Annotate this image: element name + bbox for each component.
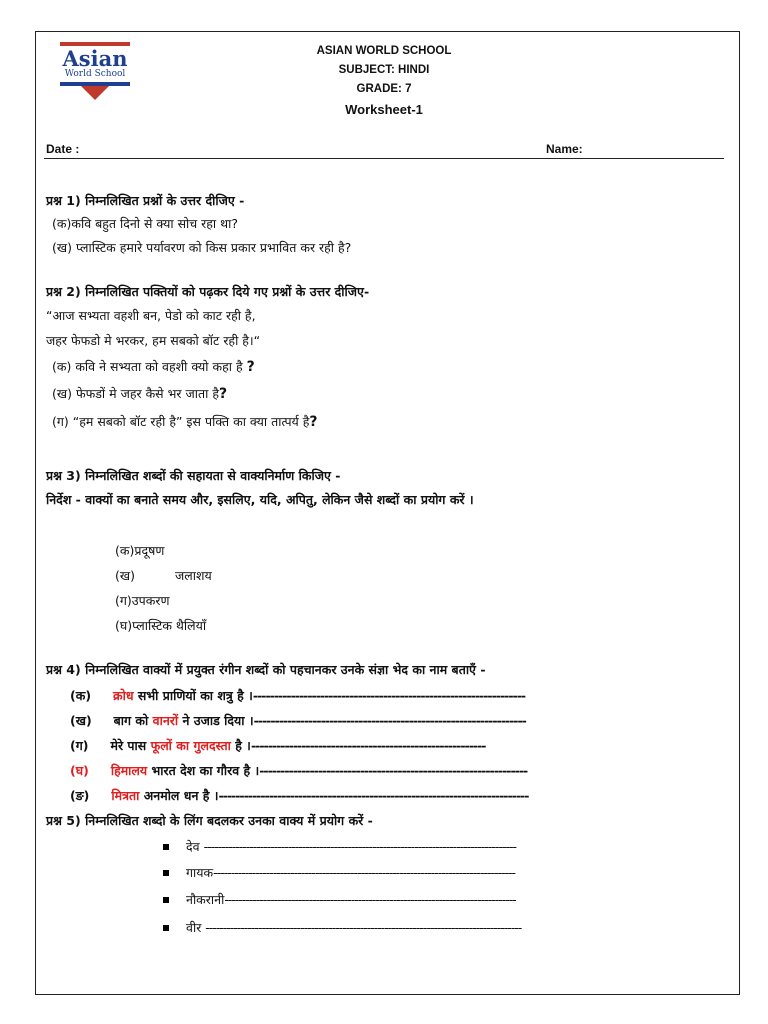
- q5-item-1: देव -----------------------------------------------------------------------------------------: [186, 839, 516, 854]
- q2-item-b: (ख) फेफडों मे जहर कैसे भर जाता है?: [52, 386, 228, 402]
- q1-title: प्रश्न 1) निम्नलिखित प्रश्नों के उत्तर दीजिए -: [46, 193, 245, 208]
- q5-item-4: वीर ------------------------------------------------------------------------------------------: [186, 920, 522, 935]
- q2-item-c: (ग) “हम सबको बॉट रही है” इस पक्ति का क्या तात्पर्य है?: [52, 414, 318, 430]
- bullet-icon: [163, 897, 169, 903]
- q1-item-b: (ख) प्लास्टिक हमारे पर्यावरण को किस प्रकार प्रभावित कर रही है?: [52, 240, 352, 255]
- q3-item-c: (ग)उपकरण: [115, 593, 170, 608]
- q4-title: प्रश्न 4) निम्नलिखित वाक्यों में प्रयुक्त रंगीन शब्दों को पहचानकर उनके संज्ञा भेद का नाम बताएँ -: [46, 662, 486, 677]
- q2-item-a: (क) कवि ने सभ्यता को वहशी क्यो कहा है ?: [52, 359, 255, 375]
- date-label: Date :: [46, 142, 80, 156]
- bullet-icon: [163, 925, 169, 931]
- subject-line: SUBJECT: HINDI: [338, 64, 430, 76]
- q4-item-a: (क) क्रोध सभी प्राणियों का शत्रु है ।-----------------------------------------------------------------: [70, 688, 526, 703]
- q5-item-2: गायक--------------------------------------------------------------------------------------: [186, 865, 516, 880]
- q4-item-d: (घ) हिमालय भारत देश का गौरव है ।----------------------------------------------------------------: [70, 763, 528, 778]
- q2-poem-line-2: जहर फेफडो मे भरकर, हम सबको बॉट रही है।“: [46, 333, 261, 348]
- q5-item-3: नौकरानी-----------------------------------------------------------------------------------: [186, 892, 516, 907]
- q3-instruction: निर्देश - वाक्यों का बनाते समय और, इसलिए, यदि, अपितु, लेकिन जैसे शब्दों का प्रयोग करें ।: [46, 492, 474, 507]
- bullet-icon: [163, 844, 169, 850]
- grade-line: GRADE: 7: [356, 83, 412, 95]
- header-rule: [44, 158, 724, 159]
- bullet-icon: [163, 870, 169, 876]
- q4-item-c: (ग) मेरे पास फूलों का गुलदस्ता है ।--------------------------------------------------------: [70, 738, 486, 753]
- q1-item-a: (क)कवि बहुत दिनो से क्या सोच रहा था?: [52, 216, 239, 231]
- school-name: ASIAN WORLD SCHOOL: [316, 45, 452, 57]
- logo-subtitle: World School: [64, 69, 126, 79]
- q4-item-b: (ख) बाग को वानरों ने उजाड दिया ।-----------------------------------------------------------------: [70, 713, 526, 728]
- q3-item-b: (ख) जलाशय: [115, 568, 212, 583]
- q5-title: प्रश्न 5) निम्नलिखित शब्दो के लिंग बदलकर उनका वाक्य में प्रयोग करें -: [46, 813, 373, 828]
- q3-title: प्रश्न 3) निम्नलिखित शब्दों की सहायता से वाक्यनिर्माण किजिए -: [46, 468, 341, 483]
- q3-item-d: (घ)प्लास्टिक थैलियाँ: [115, 618, 207, 633]
- q4-item-e: (ङ) मित्रता अनमोल धन है ।--------------------------------------------------------------------------: [70, 788, 529, 803]
- q2-poem-line-1: “आज सभ्यता वहशी बन, पेडो को काट रही है,: [46, 308, 256, 323]
- logo-name: Asian: [62, 46, 128, 71]
- worksheet-title: Worksheet-1: [345, 102, 423, 117]
- q3-item-a: (क)प्रदूषण: [115, 543, 165, 558]
- q2-title: प्रश्न 2) निम्नलिखित पक्तियों को पढ़कर दिये गए प्रश्नों के उत्तर दीजिए-: [46, 284, 370, 299]
- name-label: Name:: [546, 142, 583, 156]
